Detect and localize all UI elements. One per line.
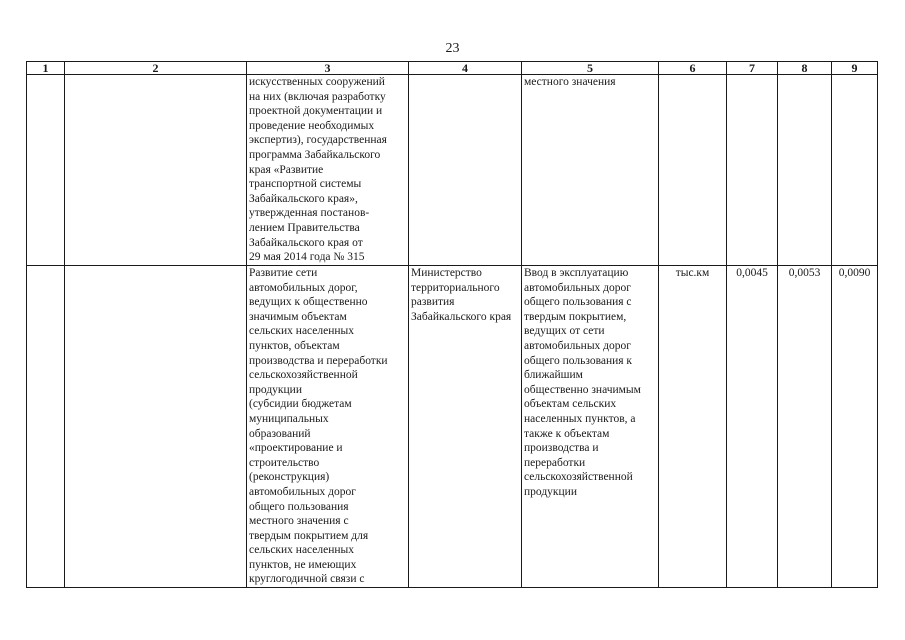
table-row bbox=[27, 266, 878, 588]
cell-responsible bbox=[409, 75, 522, 266]
column-header-4: 4 bbox=[409, 62, 522, 75]
column-header-5: 5 bbox=[522, 62, 659, 75]
cell-goal bbox=[65, 75, 247, 266]
column-header-7: 7 bbox=[727, 62, 778, 75]
column-header-6: 6 bbox=[659, 62, 727, 75]
cell-value-7 bbox=[727, 75, 778, 266]
page-number: 23 bbox=[445, 41, 460, 56]
cell-number bbox=[27, 75, 65, 266]
cell-value-8 bbox=[778, 75, 832, 266]
cell-responsible: Министерство территориального развития Забайкальского края bbox=[409, 266, 522, 588]
column-number-row bbox=[27, 62, 878, 75]
cell-unit bbox=[659, 75, 727, 266]
cell-goal bbox=[65, 266, 247, 588]
column-header-9: 9 bbox=[832, 62, 878, 75]
cell-value-8: 0,0053 bbox=[778, 266, 832, 588]
indicators-table bbox=[26, 61, 878, 588]
cell-unit: тыс.км bbox=[659, 266, 727, 588]
cell-value-7: 0,0045 bbox=[727, 266, 778, 588]
cell-indicator: местного значения bbox=[522, 75, 659, 266]
column-header-3: 3 bbox=[247, 62, 409, 75]
column-header-8: 8 bbox=[778, 62, 832, 75]
column-header-1: 1 bbox=[27, 62, 65, 75]
cell-program-description: Развитие сети автомобильных дорог, ведущих к общественно значимым объектам сельских населенных пунктов, объектам производства и переработки сельскохозяйственной продукции (субсидии бюджетам муниципальных образований «проектирование и строительство (реконструкция) автомобильных дорог общего пользования местного значения с твердым покрытием для сельских населенных пунктов, не имеющих круглогодичной связи с bbox=[247, 266, 409, 588]
cell-program-description: искусственных сооружений на них (включая разработку проектной документации и проведение необходимых экспертиз), государственная программа Забайкальского края «Развитие транспортной системы Забайкальского края», утвержденная постанов- лением Правительства Забайкальского края от 29 мая 2014 года № 315 bbox=[247, 75, 409, 266]
cell-number bbox=[27, 266, 65, 588]
cell-indicator: Ввод в эксплуатацию автомобильных дорог общего пользования с твердым покрытием, ведущих от сети автомобильных дорог общего пользования к ближайшим общественно значимым объектам сельских населенных пунктов, а также к объектам производства и переработки сельскохозяйственной продукции bbox=[522, 266, 659, 588]
cell-value-9 bbox=[832, 75, 878, 266]
column-header-2: 2 bbox=[65, 62, 247, 75]
cell-value-9: 0,0090 bbox=[832, 266, 878, 588]
table-row bbox=[27, 75, 878, 266]
